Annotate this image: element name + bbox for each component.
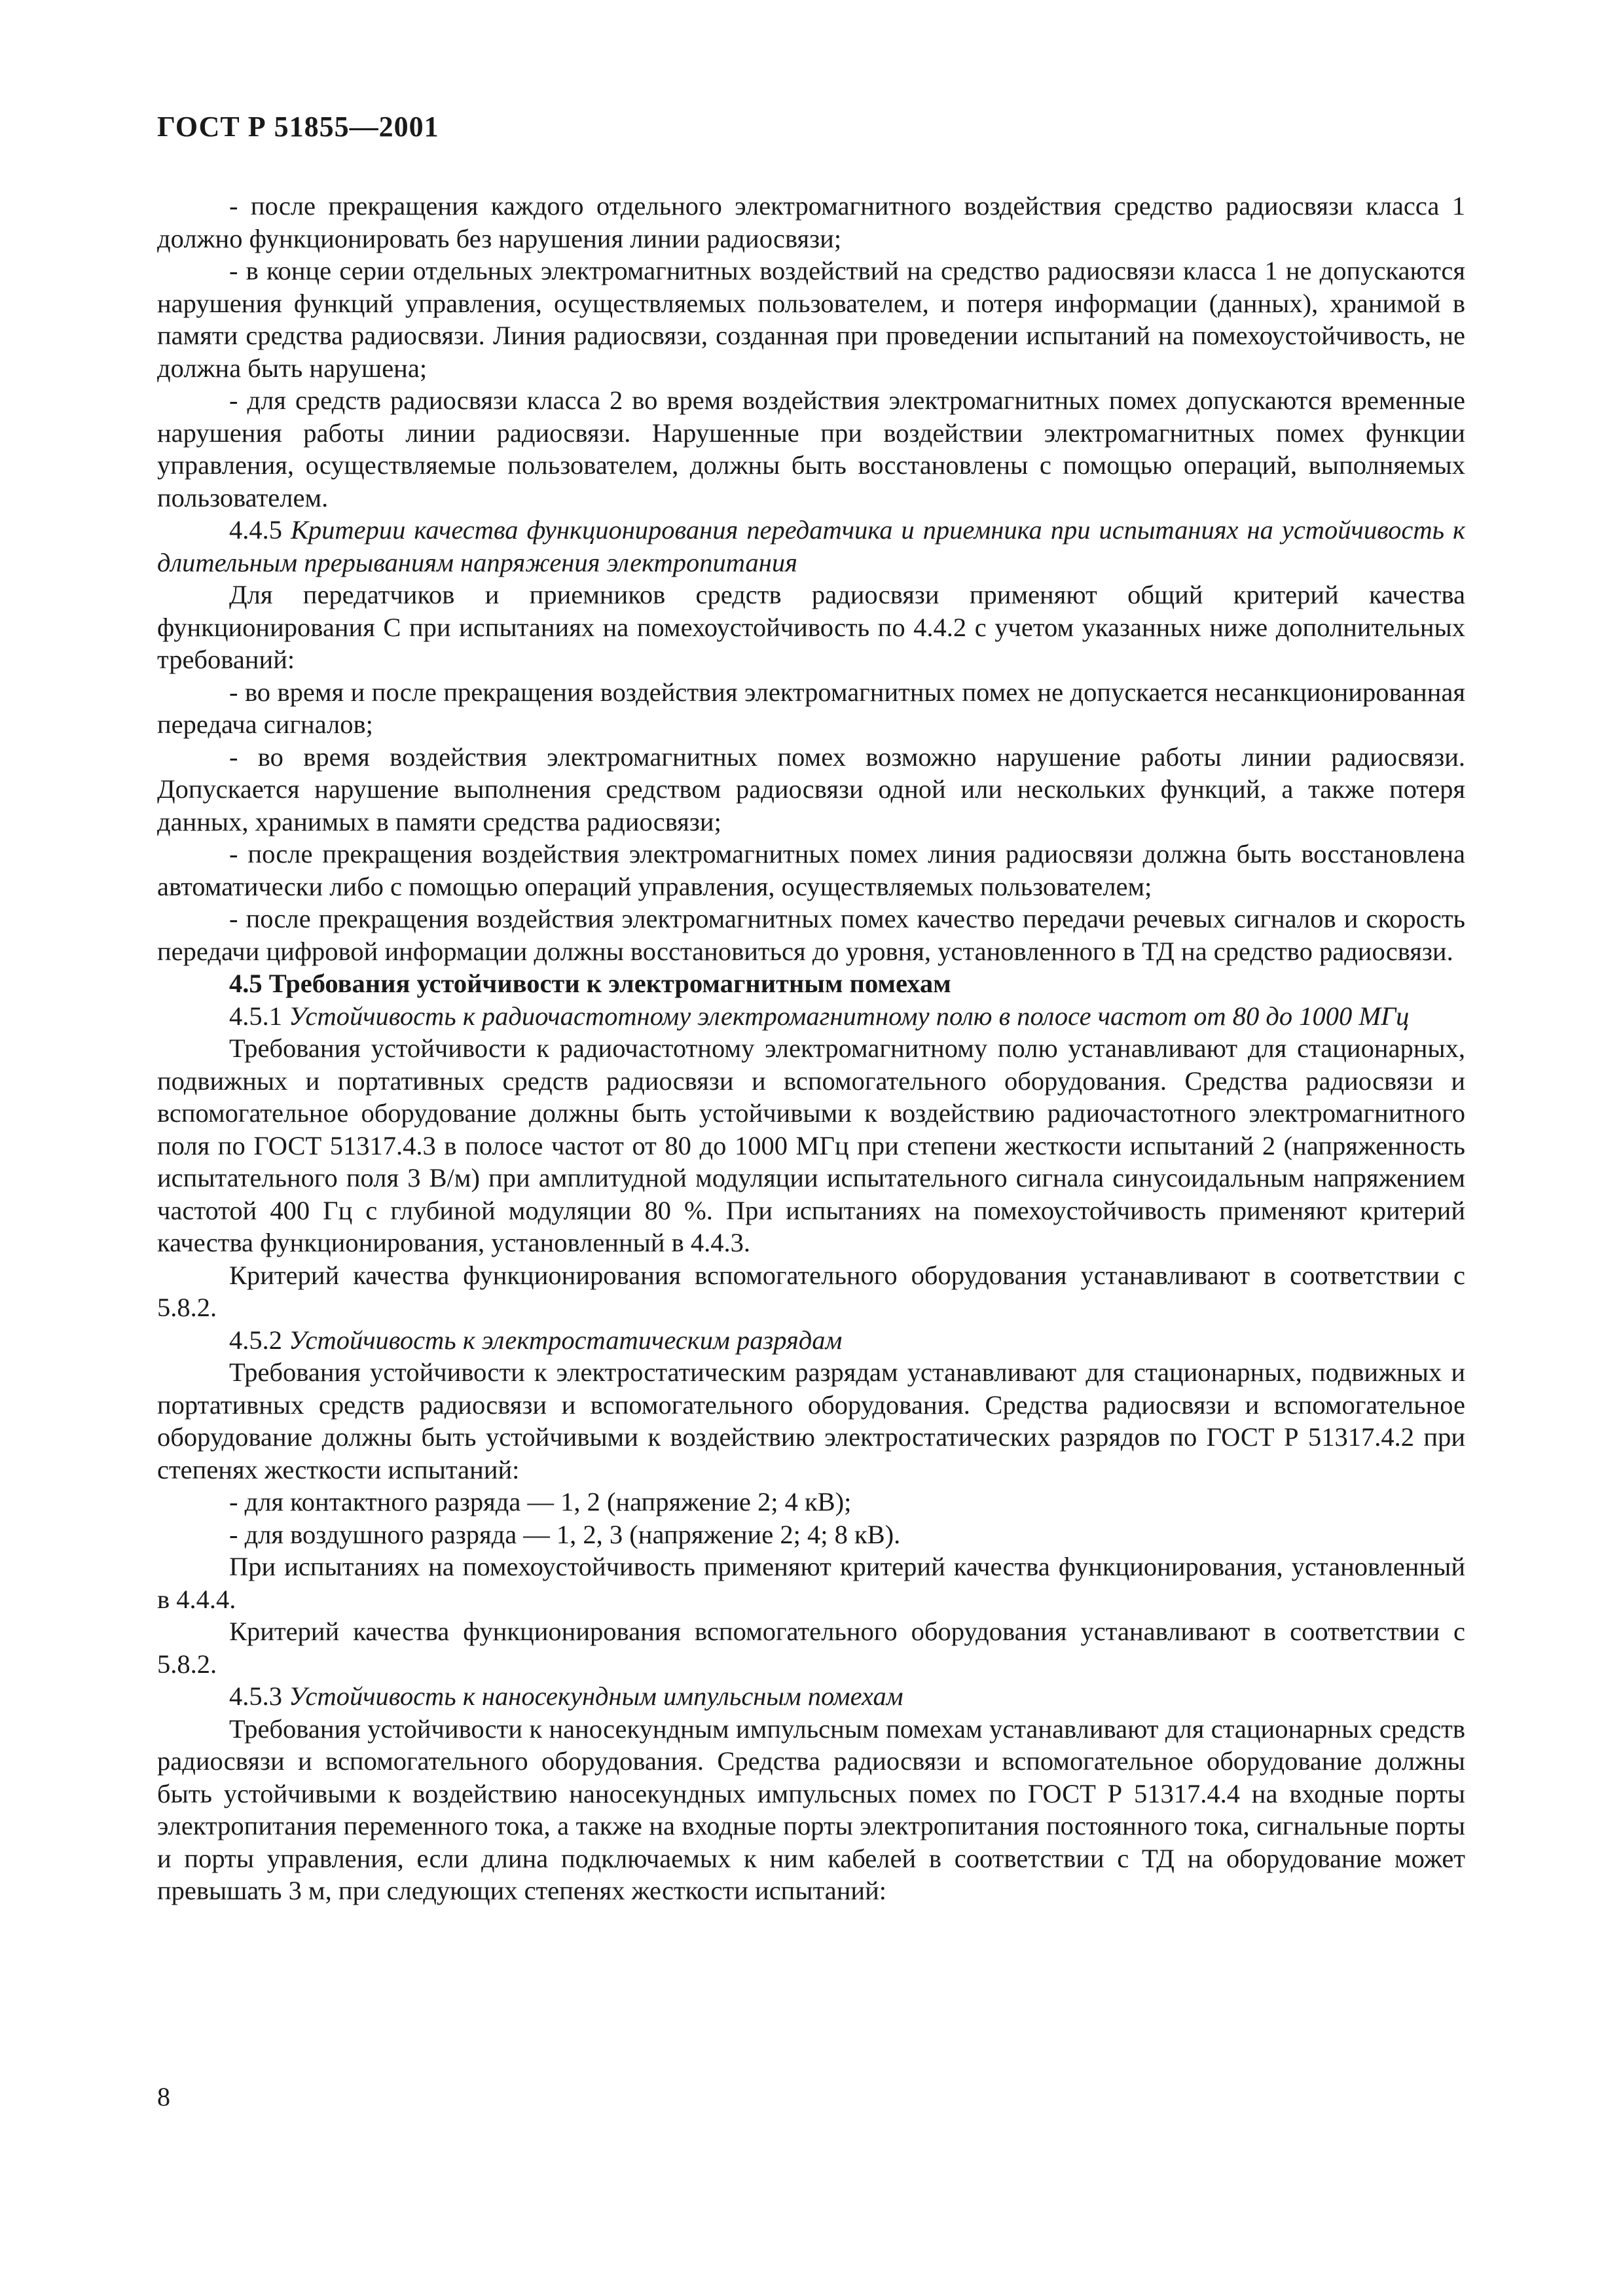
page-header: ГОСТ Р 51855—2001 (157, 111, 439, 143)
paragraph: - после прекращения воздействия электромагнитных помех качество передачи речевых сигналов и скорость передачи цифровой информации должны восстановиться до уровня, установленного в ТД на средство радиосвязи. (157, 904, 1465, 966)
paragraph: - после прекращения воздействия электромагнитных помех линия радиосвязи должна быть восстановлена автоматически либо с помощью операций управления, осуществляемых пользователем; (157, 839, 1465, 901)
paragraph: При испытаниях на помехоустойчивость применяют критерий качества функционирования, установленный в 4.4.4. (157, 1552, 1465, 1614)
document-body (157, 190, 1465, 1907)
subsection-heading (157, 514, 1465, 579)
paragraph: Требования устойчивости к электростатическим разрядам устанавливают для стационарных, подвижных и портативных средств радиосвязи и вспомогательного оборудования. Средства радиосвязи и вспомогательное оборудование должны быть устойчивыми к воздействию электростатических разрядов по ГОСТ Р 51317.4.2 при степенях жесткости испытаний: (157, 1357, 1465, 1484)
paragraph: - в конце серии отдельных электромагнитных воздействий на средство радиосвязи класса 1 не допускаются нарушения функций управления, осуществляемых пользователем, и потеря информации (данных), хранимой в памяти средства радиосвязи. Линия радиосвязи, созданная при проведении испытаний на помехоустойчивость, не должна быть нарушена; (157, 256, 1465, 383)
subsection-number: 4.5.3 (229, 1681, 282, 1711)
paragraph: Критерий качества функционирования вспомогательного оборудования устанавливают в соответствии с 5.8.2. (157, 1260, 1465, 1322)
paragraph: - для средств радиосвязи класса 2 во время воздействия электромагнитных помех допускаются временные нарушения работы линии радиосвязи. Нарушенные при воздействии электромагнитных помех функции управления, осуществляемые пользователем, должны быть восстановлены с помощью операций, выполняемых пользователем. (157, 386, 1465, 512)
paragraph: - для контактного разряда — 1, 2 (напряжение 2; 4 кВ); (229, 1487, 852, 1516)
subsection-heading (157, 1000, 1465, 1033)
subsection-number: 4.5.1 (229, 1001, 282, 1031)
subsection-number: 4.5.2 (229, 1325, 282, 1355)
subsection-heading (157, 1680, 1465, 1713)
paragraph: - во время воздействия электромагнитных помех возможно нарушение работы линии радиосвязи. Допускается нарушение выполнения средством радиосвязи одной или нескольких функций, а также потеря данных, хранимых в памяти средства радиосвязи; (157, 742, 1465, 836)
paragraph: - для воздушного разряда — 1, 2, 3 (напряжение 2; 4; 8 кВ). (229, 1519, 901, 1549)
subsection-number: 4.4.5 (229, 515, 282, 545)
subsection-title: Критерии качества функционирования передатчика и приемника при испытаниях на устойчивость к длительным прерываниям напряжения электропитания (157, 515, 1466, 577)
paragraph: Для передатчиков и приемников средств радиосвязи применяют общий критерий качества функционирования С при испытаниях на помехоустойчивость по 4.4.2 с учетом указанных ниже дополнительных требований: (157, 580, 1465, 674)
section-heading: 4.5 Требования устойчивости к электромагнитным помехам (229, 969, 951, 998)
page-number: 8 (157, 2082, 170, 2111)
paragraph: Требования устойчивости к радиочастотному электромагнитному полю устанавливают для стационарных, подвижных и портативных средств радиосвязи и вспомогательного оборудования. Средства радиосвязи и вспомогательное оборудование должны быть устойчивыми к воздействию радиочастотного электромагнитного поля по ГОСТ 51317.4.3 в полосе частот от 80 до 1000 МГц при степени жесткости испытаний 2 (напряженность испытательного поля 3 В/м) при амплитудной модуляции испытательного сигнала синусоидальным напряжением частотой 400 Гц с глубиной модуляции 80 %. При испытаниях на помехоустойчивость применяют критерий качества функционирования, установленный в 4.4.3. (157, 1033, 1465, 1257)
paragraph: - во время и после прекращения воздействия электромагнитных помех не допускается несанкционированная передача сигналов; (157, 677, 1465, 739)
paragraph: - после прекращения каждого отдельного электромагнитного воздействия средство радиосвязи класса 1 должно функционировать без нарушения линии радиосвязи; (157, 191, 1465, 253)
subsection-title: Устойчивость к радиочастотному электромагнитному полю в полосе частот от 80 до 1000 МГц (289, 1001, 1410, 1031)
paragraph: Критерий качества функционирования вспомогательного оборудования устанавливают в соответствии с 5.8.2. (157, 1617, 1465, 1679)
subsection-heading (157, 1324, 1465, 1357)
subsection-title: Устойчивость к наносекундным импульсным помехам (289, 1681, 903, 1711)
subsection-title: Устойчивость к электростатическим разрядам (289, 1325, 843, 1355)
paragraph: Требования устойчивости к наносекундным импульсным помехам устанавливают для стационарных средств радиосвязи и вспомогательного оборудования. Средства радиосвязи и вспомогательное оборудование должны быть устойчивыми к воздействию наносекундных импульсных помех по ГОСТ Р 51317.4.4 на входные порты электропитания переменного тока, а также на входные порты электропитания постоянного тока, сигнальные порты и порты управления, если длина подключаемых к ним кабелей в соответствии с ТД на оборудование может превышать 3 м, при следующих степенях жесткости испытаний: (157, 1713, 1465, 1905)
